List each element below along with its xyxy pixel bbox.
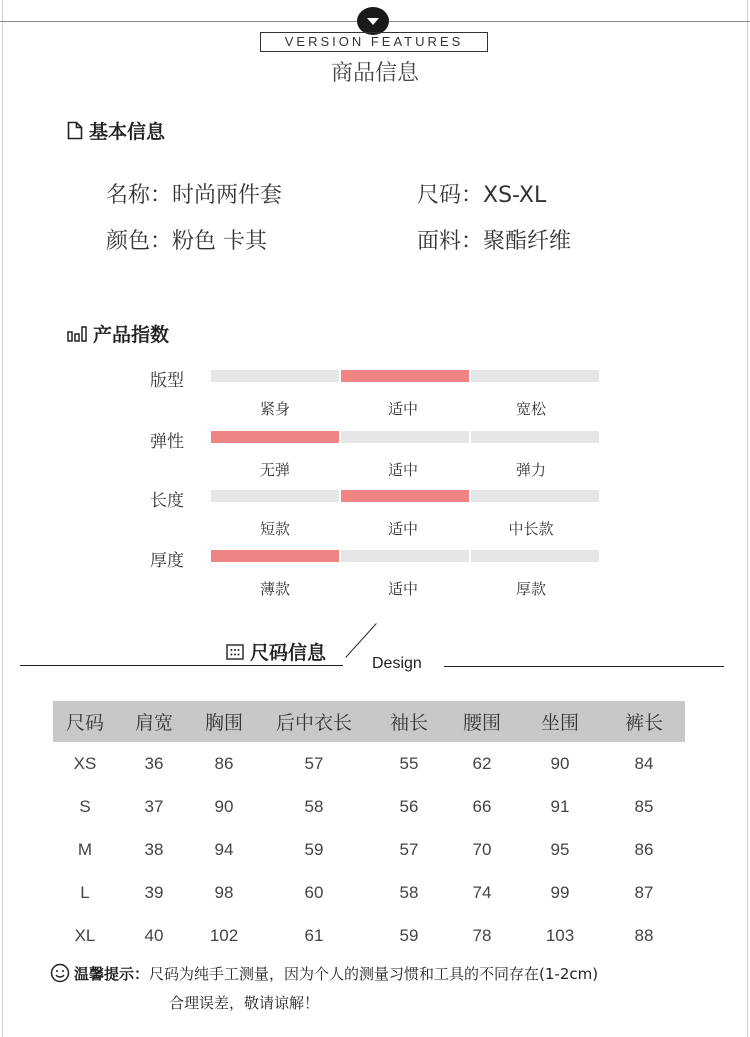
table-cell: 57 [399, 839, 419, 859]
table-cell: 98 [214, 882, 234, 902]
frame-border-left [2, 0, 3, 1037]
index-option: 适中 [387, 400, 418, 418]
index-bar-segment [471, 490, 599, 502]
table-cell: 85 [634, 796, 654, 816]
basic-info-title: 基本信息 [89, 121, 166, 143]
table-cell: XL [74, 925, 96, 945]
index-bar-segment [341, 550, 469, 562]
index-option: 薄款 [259, 580, 290, 598]
table-cell: 95 [550, 839, 570, 859]
index-bar-segment [211, 370, 339, 382]
table-cell: 70 [472, 839, 492, 859]
index-option: 适中 [387, 461, 418, 479]
index-option: 适中 [387, 520, 418, 538]
table-cell: 40 [144, 925, 164, 945]
frame-border-right [747, 0, 748, 1037]
size-column-header: 腰围 [447, 701, 517, 742]
size-info-heading [226, 638, 326, 665]
index-option: 厚款 [515, 580, 546, 598]
design-slash [345, 623, 377, 658]
table-cell: 38 [144, 839, 164, 859]
version-features-label: VERSION FEATURES [260, 32, 488, 52]
table-cell: 59 [304, 839, 324, 859]
index-bar [211, 370, 599, 382]
table-cell: L [80, 882, 90, 902]
table-row [53, 785, 685, 828]
table-cell: 84 [634, 753, 654, 773]
table-cell: 88 [634, 925, 654, 945]
table-cell: 94 [214, 839, 234, 859]
table-cell: 59 [399, 925, 419, 945]
table-cell: 78 [472, 925, 492, 945]
bar-chart-icon [67, 324, 87, 347]
index-bar-segment [341, 431, 469, 443]
size-column-header: 袖长 [371, 701, 447, 742]
index-bar-selected [341, 370, 469, 382]
size-table [53, 701, 685, 957]
table-cell: 57 [304, 753, 324, 773]
basic-fabric: 面料：聚酯纤维 [417, 229, 572, 254]
index-bar-selected [211, 550, 339, 562]
table-cell: 90 [550, 753, 570, 773]
table-cell: 74 [472, 882, 492, 902]
table-cell: 86 [214, 753, 234, 773]
table-cell: 56 [399, 796, 419, 816]
index-option: 弹力 [515, 461, 546, 479]
table-cell: 58 [399, 882, 419, 902]
size-info-title: 尺码信息 [250, 642, 327, 664]
table-cell: 37 [144, 796, 164, 816]
size-table-header [53, 701, 685, 742]
design-label: Design [372, 655, 422, 672]
index-bar-selected [341, 490, 469, 502]
table-cell: M [77, 839, 93, 859]
grid-icon [226, 643, 244, 665]
index-option: 紧身 [259, 400, 290, 418]
table-cell: 87 [634, 882, 654, 902]
table-row [53, 914, 685, 957]
size-info-rule-left [20, 665, 343, 666]
table-cell: 91 [550, 796, 570, 816]
table-cell: 99 [550, 882, 570, 902]
basic-name: 名称：时尚两件套 [106, 183, 283, 208]
product-info-title: 商品信息 [330, 61, 419, 86]
size-info-rule-right [444, 666, 724, 667]
table-cell: 58 [304, 796, 324, 816]
basic-size: 尺码：XS-XL [417, 183, 547, 208]
table-cell: S [79, 796, 91, 816]
tip-lead: 温馨提示： [74, 965, 150, 983]
basic-color: 颜色：粉色 卡其 [106, 229, 267, 254]
table-cell: 60 [304, 882, 324, 902]
table-cell: 86 [634, 839, 654, 859]
table-cell: 61 [304, 925, 324, 945]
size-column-header: 胸围 [191, 701, 257, 742]
table-cell: 102 [209, 925, 239, 945]
index-option: 短款 [259, 520, 290, 538]
index-option: 宽松 [515, 400, 546, 418]
size-column-header: 坐围 [517, 701, 603, 742]
index-bar [211, 550, 599, 562]
index-option: 无弹 [259, 461, 290, 479]
table-row [53, 828, 685, 871]
index-option: 中长款 [508, 520, 554, 538]
smiley-icon [50, 963, 70, 987]
table-cell: 55 [399, 753, 419, 773]
tip-text-2: 合理误差，敬请谅解！ [169, 994, 320, 1012]
index-bar-segment [471, 431, 599, 443]
index-bar [211, 490, 599, 502]
index-bar-segment [471, 370, 599, 382]
table-cell: 62 [472, 753, 492, 773]
index-option: 适中 [387, 580, 418, 598]
size-column-header: 肩宽 [117, 701, 191, 742]
size-column-header: 后中衣长 [257, 701, 371, 742]
index-label: 版型 [150, 371, 184, 391]
tip-text-1: 尺码为纯手工测量，因为个人的测量习惯和工具的不同存在(1-2cm) [149, 965, 599, 983]
size-column-header: 尺码 [53, 701, 117, 742]
document-icon [67, 121, 83, 145]
index-bar-segment [211, 490, 339, 502]
index-label: 弹性 [150, 432, 184, 452]
table-row [53, 871, 685, 914]
index-label: 长度 [150, 491, 184, 511]
table-cell: 103 [545, 925, 575, 945]
table-cell: 90 [214, 796, 234, 816]
table-cell: 39 [144, 882, 164, 902]
table-cell: 36 [144, 753, 164, 773]
index-bar-segment [471, 550, 599, 562]
product-index-heading [67, 320, 169, 347]
tip-line-1 [50, 963, 598, 987]
index-label: 厚度 [150, 551, 184, 571]
table-cell: XS [73, 753, 97, 773]
product-index-title: 产品指数 [93, 324, 170, 346]
table-cell: 66 [472, 796, 492, 816]
index-bar-selected [211, 431, 339, 443]
size-column-header: 裤长 [603, 701, 685, 742]
basic-info-heading [67, 117, 165, 145]
table-row [53, 742, 685, 785]
down-arrow-icon [357, 7, 389, 35]
index-bar [211, 431, 599, 443]
